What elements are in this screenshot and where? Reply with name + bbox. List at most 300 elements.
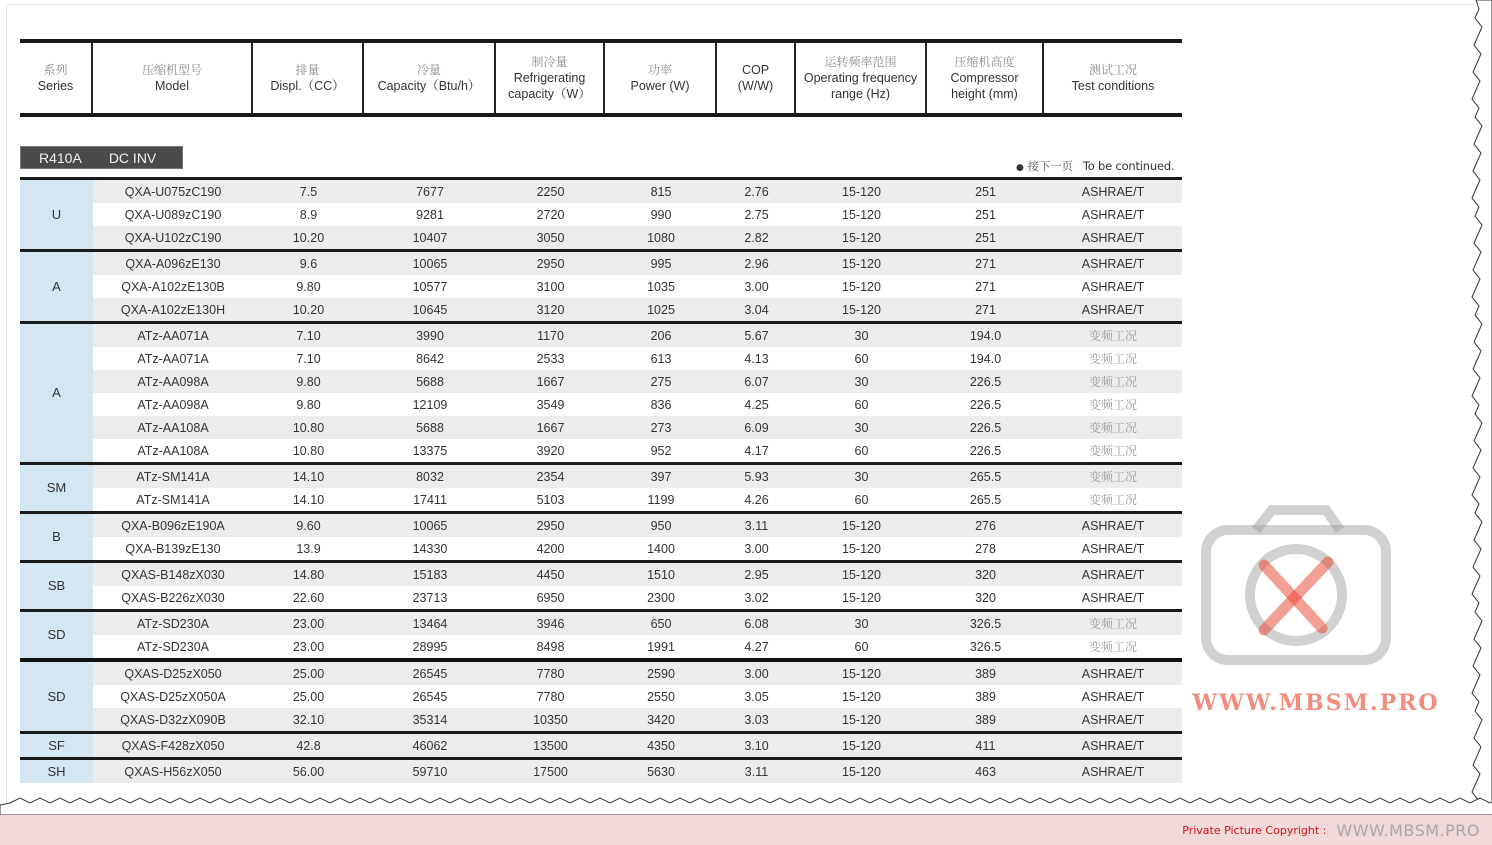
cell-cop: 3.02 — [744, 590, 769, 605]
cell-displacement: 7.5 — [299, 184, 318, 199]
cell-power: 206 — [650, 328, 672, 343]
table-row — [93, 537, 1182, 560]
series-group — [20, 560, 1182, 609]
cell-displacement: 23.00 — [292, 639, 325, 654]
cell-cop: 5.67 — [744, 328, 769, 343]
cell-frequency-range: 15-120 — [842, 184, 881, 199]
watermark-text: WWW.MBSM.PRO — [1192, 690, 1440, 716]
cell-power: 836 — [650, 397, 672, 412]
header-height-en: Compressor — [950, 70, 1019, 85]
continued-en: To be continued. — [1082, 159, 1175, 173]
cell-refrigerating-capacity: 1667 — [536, 374, 565, 389]
group-rows — [93, 734, 1182, 757]
series-group — [20, 462, 1182, 511]
cell-displacement: 10.80 — [292, 443, 325, 458]
table-row — [93, 488, 1182, 511]
cell-frequency-range: 15-120 — [842, 764, 881, 779]
cell-test-conditions: 变频工况 — [1088, 616, 1137, 631]
cell-model: QXA-U089zC190 — [124, 207, 222, 222]
cell-model: ATz-AA098A — [137, 397, 209, 412]
copyright-site: WWW.MBSM.PRO — [1336, 820, 1480, 840]
header-series-cn: 系列 — [43, 62, 68, 77]
header-compressor-height — [927, 43, 1044, 113]
cell-refrigerating-capacity: 8498 — [536, 639, 565, 654]
group-rows — [93, 180, 1182, 249]
table-row — [93, 662, 1182, 685]
cell-frequency-range: 30 — [854, 420, 869, 435]
cell-model: QXA-U075zC190 — [124, 184, 222, 199]
cell-displacement: 9.6 — [299, 256, 318, 271]
cell-model: QXAS-B226zX030 — [121, 590, 225, 605]
cell-test-conditions: 变频工况 — [1088, 420, 1137, 435]
series-cell: SD — [20, 662, 93, 731]
table-row — [93, 416, 1182, 439]
cell-model: QXAS-D32zX090B — [120, 712, 226, 727]
cell-displacement: 14.10 — [292, 469, 325, 484]
table-row — [93, 298, 1182, 321]
header-refrigerating-capacity — [496, 43, 605, 113]
cell-power: 995 — [650, 256, 672, 271]
header-capacity-cn: 冷量 — [416, 62, 441, 77]
cell-cop: 3.05 — [744, 689, 769, 704]
cell-test-conditions: ASHRAE/T — [1081, 689, 1145, 704]
cell-frequency-range: 15-120 — [842, 567, 881, 582]
cell-displacement: 25.00 — [292, 666, 325, 681]
cell-refrigerating-capacity: 6950 — [536, 590, 565, 605]
cell-compressor-height: 320 — [975, 590, 996, 605]
cell-refrigerating-capacity: 4200 — [536, 541, 565, 556]
cell-power: 1510 — [647, 567, 675, 582]
cell-test-conditions: ASHRAE/T — [1081, 712, 1145, 727]
cell-power: 990 — [650, 207, 672, 222]
cell-frequency-range: 60 — [854, 639, 869, 654]
cell-test-conditions: 变频工况 — [1088, 443, 1137, 458]
cell-test-conditions: ASHRAE/T — [1081, 256, 1145, 271]
header-power-en: Power (W) — [630, 78, 690, 93]
cell-capacity-btu: 26545 — [412, 689, 448, 704]
cell-test-conditions: ASHRAE/T — [1081, 567, 1145, 582]
cell-displacement: 8.9 — [299, 207, 318, 222]
cell-compressor-height: 226.5 — [969, 374, 1002, 389]
cell-test-conditions: 变频工况 — [1088, 374, 1137, 389]
header-height-cn: 压缩机高度 — [954, 54, 1015, 69]
cell-displacement: 25.00 — [292, 689, 325, 704]
cell-test-conditions: ASHRAE/T — [1081, 230, 1145, 245]
cell-power: 650 — [650, 616, 672, 631]
cell-test-conditions: ASHRAE/T — [1081, 764, 1145, 779]
cell-model: QXA-B096zE190A — [121, 518, 225, 533]
table-row — [93, 203, 1182, 226]
series-cell: A — [20, 252, 93, 321]
cell-compressor-height: 271 — [975, 302, 996, 317]
series-group — [20, 321, 1182, 462]
cell-capacity-btu: 10065 — [412, 256, 448, 271]
table-row — [93, 370, 1182, 393]
cell-frequency-range: 60 — [854, 492, 869, 507]
cell-power: 4350 — [647, 738, 675, 753]
header-test-cn: 测试工况 — [1088, 62, 1137, 77]
cell-frequency-range: 15-120 — [842, 302, 881, 317]
cell-compressor-height: 251 — [975, 184, 996, 199]
cell-displacement: 9.60 — [296, 518, 321, 533]
group-rows — [93, 612, 1182, 658]
cell-refrigerating-capacity: 2250 — [536, 184, 565, 199]
series-group — [20, 177, 1182, 249]
cell-cop: 3.04 — [744, 302, 769, 317]
header-test-conditions — [1044, 43, 1182, 113]
table-row — [93, 635, 1182, 658]
cell-test-conditions: 变频工况 — [1088, 328, 1137, 343]
group-rows — [93, 760, 1182, 783]
cell-cop: 6.09 — [744, 420, 769, 435]
cell-compressor-height: 194.0 — [969, 351, 1002, 366]
cell-displacement: 9.80 — [296, 374, 321, 389]
cell-frequency-range: 15-120 — [842, 738, 881, 753]
cell-power: 950 — [650, 518, 672, 533]
cell-refrigerating-capacity: 4450 — [536, 567, 565, 582]
header-height-en2: height (mm) — [951, 86, 1018, 101]
cell-model: ATz-AA108A — [137, 443, 209, 458]
cell-displacement: 10.20 — [292, 230, 325, 245]
group-rows — [93, 662, 1182, 731]
header-model-en: Model — [154, 78, 190, 93]
cell-capacity-btu: 23713 — [412, 590, 448, 605]
cell-compressor-height: 226.5 — [969, 443, 1002, 458]
cell-model: ATz-AA071A — [137, 328, 209, 343]
cell-model: ATz-SM141A — [136, 492, 210, 507]
cell-cop: 3.00 — [744, 279, 769, 294]
cell-displacement: 56.00 — [292, 764, 325, 779]
header-refcap-en: Refrigerating — [513, 70, 586, 85]
header-capacity-en: Capacity（Btu/h） — [377, 78, 481, 93]
table-row — [93, 252, 1182, 275]
table-row — [93, 347, 1182, 370]
table-header — [20, 39, 1182, 117]
cell-compressor-height: 411 — [975, 738, 996, 753]
cell-capacity-btu: 3990 — [416, 328, 444, 343]
cell-capacity-btu: 7677 — [416, 184, 444, 199]
cell-cop: 6.07 — [744, 374, 769, 389]
cell-capacity-btu: 10645 — [412, 302, 448, 317]
cell-refrigerating-capacity: 2533 — [536, 351, 565, 366]
cell-refrigerating-capacity: 7780 — [536, 689, 565, 704]
series-cell: SM — [20, 465, 93, 511]
table-row — [93, 586, 1182, 609]
series-group — [20, 658, 1182, 731]
cell-frequency-range: 60 — [854, 443, 869, 458]
header-displacement-cn: 排量 — [295, 62, 320, 77]
cell-refrigerating-capacity: 3050 — [536, 230, 565, 245]
cell-model: QXAS-B148zX030 — [121, 567, 225, 582]
cell-cop: 2.95 — [744, 567, 769, 582]
cell-test-conditions: ASHRAE/T — [1081, 666, 1145, 681]
cell-power: 273 — [650, 420, 672, 435]
cell-compressor-height: 265.5 — [969, 492, 1002, 507]
cell-compressor-height: 194.0 — [969, 328, 1002, 343]
cell-model: QXA-A102zE130H — [120, 302, 226, 317]
header-test-en: Test conditions — [1071, 78, 1155, 93]
cell-power: 3420 — [647, 712, 675, 727]
cell-capacity-btu: 14330 — [412, 541, 448, 556]
cell-model: ATz-AA108A — [137, 420, 209, 435]
table-row — [93, 275, 1182, 298]
cell-capacity-btu: 35314 — [412, 712, 448, 727]
header-displacement-en: Displ.（CC） — [270, 78, 345, 93]
table-row — [93, 760, 1182, 783]
cell-capacity-btu: 9281 — [416, 207, 444, 222]
table-row — [93, 734, 1182, 757]
table-row — [93, 465, 1182, 488]
continued-note — [1016, 158, 1174, 174]
cell-test-conditions: 变频工况 — [1088, 397, 1137, 412]
cell-frequency-range: 15-120 — [842, 207, 881, 222]
cell-model: QXA-A102zE130B — [121, 279, 225, 294]
cell-cop: 2.75 — [744, 207, 769, 222]
cell-displacement: 14.80 — [292, 567, 325, 582]
cell-test-conditions: ASHRAE/T — [1081, 590, 1145, 605]
header-model — [93, 43, 253, 113]
cell-cop: 3.00 — [744, 541, 769, 556]
cell-test-conditions: ASHRAE/T — [1081, 518, 1145, 533]
cell-capacity-btu: 13375 — [412, 443, 448, 458]
table-row — [93, 612, 1182, 635]
cell-refrigerating-capacity: 3946 — [536, 616, 565, 631]
cell-power: 2590 — [647, 666, 675, 681]
header-cop-en2: (W/W) — [737, 79, 774, 93]
cell-frequency-range: 15-120 — [842, 541, 881, 556]
cell-compressor-height: 278 — [975, 541, 996, 556]
table-row — [93, 226, 1182, 249]
cell-model: QXAS-D25zX050A — [120, 689, 226, 704]
cell-test-conditions: ASHRAE/T — [1081, 302, 1145, 317]
cell-compressor-height: 389 — [975, 712, 996, 727]
group-rows — [93, 465, 1182, 511]
cell-model: QXA-A096zE130 — [125, 256, 221, 271]
cell-displacement: 22.60 — [292, 590, 325, 605]
cell-refrigerating-capacity: 3549 — [536, 397, 565, 412]
cell-model: QXA-U102zC190 — [124, 230, 222, 245]
cell-power: 397 — [650, 469, 672, 484]
cell-cop: 3.11 — [744, 518, 769, 533]
cell-test-conditions: ASHRAE/T — [1081, 541, 1145, 556]
cell-model: QXA-B139zE130 — [125, 541, 221, 556]
cell-refrigerating-capacity: 17500 — [533, 764, 568, 779]
cell-displacement: 32.10 — [292, 712, 325, 727]
cell-frequency-range: 15-120 — [842, 590, 881, 605]
series-cell: SH — [20, 760, 93, 783]
cell-capacity-btu: 59710 — [412, 764, 448, 779]
header-cop — [717, 43, 796, 113]
series-cell: A — [20, 324, 93, 462]
cell-compressor-height: 271 — [975, 256, 996, 271]
cell-power: 5630 — [647, 764, 675, 779]
copyright-label: Private Picture Copyright : — [1182, 823, 1327, 837]
cell-cop: 4.26 — [744, 492, 769, 507]
bullet-icon: ● — [1016, 163, 1024, 173]
cell-capacity-btu: 26545 — [412, 666, 448, 681]
cell-frequency-range: 15-120 — [842, 256, 881, 271]
group-rows — [93, 514, 1182, 560]
cell-cop: 4.27 — [744, 639, 769, 654]
cell-capacity-btu: 28995 — [412, 639, 448, 654]
cell-power: 2300 — [647, 590, 675, 605]
cell-model: ATz-AA098A — [137, 374, 209, 389]
cell-compressor-height: 271 — [975, 279, 996, 294]
cell-model: QXAS-F428zX050 — [121, 738, 225, 753]
cell-refrigerating-capacity: 13500 — [533, 738, 568, 753]
cell-model: QXAS-D25zX050 — [124, 666, 222, 681]
cell-displacement: 14.10 — [292, 492, 325, 507]
cell-refrigerating-capacity: 1170 — [537, 328, 564, 343]
table-row — [93, 180, 1182, 203]
torn-edge-right — [1462, 0, 1492, 815]
header-capacity — [364, 43, 496, 113]
cell-test-conditions: ASHRAE/T — [1081, 738, 1145, 753]
cell-cop: 5.93 — [744, 469, 769, 484]
cell-cop: 4.17 — [744, 443, 769, 458]
cell-model: QXAS-H56zX050 — [124, 764, 222, 779]
cell-power: 1025 — [647, 302, 675, 317]
header-refcap-en2: capacity（W） — [508, 86, 591, 101]
torn-edge-bottom — [0, 795, 1492, 815]
cell-power: 1400 — [647, 541, 675, 556]
table-row — [93, 324, 1182, 347]
cell-refrigerating-capacity: 10350 — [533, 712, 568, 727]
header-freq-en: Operating frequency — [803, 70, 918, 85]
series-group — [20, 757, 1182, 783]
cell-model: ATz-SM141A — [136, 469, 210, 484]
cell-frequency-range: 15-120 — [842, 712, 881, 727]
table-row — [93, 563, 1182, 586]
cell-compressor-height: 326.5 — [969, 616, 1002, 631]
header-refcap-cn: 制冷量 — [531, 54, 568, 69]
cell-power: 1035 — [647, 279, 675, 294]
copyright-bar — [0, 815, 1492, 845]
cell-capacity-btu: 15183 — [412, 567, 448, 582]
cell-cop: 3.00 — [744, 666, 769, 681]
cell-compressor-height: 276 — [975, 518, 996, 533]
cell-frequency-range: 60 — [854, 351, 869, 366]
series-cell: SB — [20, 563, 93, 609]
cell-compressor-height: 226.5 — [969, 397, 1002, 412]
cell-power: 952 — [650, 443, 672, 458]
cell-capacity-btu: 5688 — [416, 374, 444, 389]
cell-cop: 3.11 — [744, 764, 769, 779]
cell-capacity-btu: 10407 — [412, 230, 448, 245]
cell-refrigerating-capacity: 2354 — [536, 469, 565, 484]
cell-capacity-btu: 13464 — [412, 616, 448, 631]
cell-compressor-height: 251 — [975, 207, 996, 222]
cell-displacement: 9.80 — [296, 397, 321, 412]
cell-frequency-range: 60 — [854, 397, 869, 412]
header-power — [605, 43, 717, 113]
cell-displacement: 7.10 — [296, 351, 321, 366]
series-cell: U — [20, 180, 93, 249]
cell-refrigerating-capacity: 1667 — [536, 420, 565, 435]
cell-capacity-btu: 10065 — [412, 518, 448, 533]
cell-displacement: 10.20 — [292, 302, 325, 317]
cell-cop: 3.03 — [744, 712, 769, 727]
series-cell: B — [20, 514, 93, 560]
cell-refrigerating-capacity: 3120 — [536, 302, 565, 317]
header-displacement — [253, 43, 364, 113]
cell-cop: 2.82 — [744, 230, 769, 245]
cell-test-conditions: ASHRAE/T — [1081, 279, 1145, 294]
cell-refrigerating-capacity: 3100 — [536, 279, 565, 294]
cell-test-conditions: ASHRAE/T — [1081, 207, 1145, 222]
cell-capacity-btu: 8642 — [416, 351, 444, 366]
cell-frequency-range: 30 — [854, 469, 869, 484]
group-rows — [93, 252, 1182, 321]
header-series — [20, 43, 93, 113]
cell-compressor-height: 463 — [975, 764, 996, 779]
cell-frequency-range: 15-120 — [842, 279, 881, 294]
cell-test-conditions: 变频工况 — [1088, 639, 1137, 654]
header-power-cn: 功率 — [647, 62, 672, 77]
cell-capacity-btu: 17411 — [413, 492, 447, 507]
cell-cop: 2.76 — [744, 184, 769, 199]
cell-power: 1991 — [647, 639, 675, 654]
cell-displacement: 9.80 — [296, 279, 321, 294]
cell-frequency-range: 30 — [854, 374, 869, 389]
group-rows — [93, 324, 1182, 462]
cell-power: 1199 — [647, 492, 675, 507]
cell-refrigerating-capacity: 7780 — [536, 666, 565, 681]
header-freq-en2: range (Hz) — [830, 86, 891, 101]
cell-capacity-btu: 5688 — [416, 420, 444, 435]
series-cell: SD — [20, 612, 93, 658]
cell-compressor-height: 320 — [975, 567, 996, 582]
header-freq-cn: 运转频率范围 — [824, 54, 897, 69]
cell-frequency-range: 15-120 — [842, 518, 881, 533]
series-group — [20, 511, 1182, 560]
header-cop-en: COP — [741, 63, 770, 77]
drive-type-label: DC INV — [108, 149, 157, 166]
cell-refrigerating-capacity: 2950 — [536, 256, 565, 271]
cell-frequency-range: 30 — [854, 328, 869, 343]
cell-displacement: 42.8 — [296, 738, 321, 753]
table-row — [93, 514, 1182, 537]
cell-compressor-height: 326.5 — [969, 639, 1002, 654]
cell-displacement: 7.10 — [296, 328, 321, 343]
header-series-en: Series — [37, 78, 74, 93]
cell-refrigerating-capacity: 5103 — [536, 492, 565, 507]
cell-test-conditions: ASHRAE/T — [1081, 184, 1145, 199]
cell-capacity-btu: 10577 — [412, 279, 448, 294]
header-frequency-range — [796, 43, 927, 113]
cell-power: 613 — [650, 351, 672, 366]
cell-compressor-height: 251 — [975, 230, 996, 245]
cell-displacement: 23.00 — [292, 616, 325, 631]
header-model-cn: 压缩机型号 — [141, 62, 202, 77]
cell-power: 2550 — [647, 689, 675, 704]
cell-model: ATz-SD230A — [136, 639, 209, 654]
cell-refrigerating-capacity: 2950 — [536, 518, 565, 533]
cell-test-conditions: 变频工况 — [1088, 469, 1137, 484]
series-group — [20, 609, 1182, 658]
cell-compressor-height: 226.5 — [969, 420, 1002, 435]
cell-cop: 3.10 — [744, 738, 769, 753]
cell-power: 1080 — [647, 230, 675, 245]
cell-cop: 2.96 — [744, 256, 769, 271]
cell-power: 275 — [650, 374, 672, 389]
cell-frequency-range: 30 — [854, 616, 869, 631]
cell-power: 815 — [650, 184, 672, 199]
series-group — [20, 249, 1182, 321]
cell-capacity-btu: 46062 — [412, 738, 448, 753]
cell-displacement: 10.80 — [292, 420, 325, 435]
table-row — [93, 685, 1182, 708]
